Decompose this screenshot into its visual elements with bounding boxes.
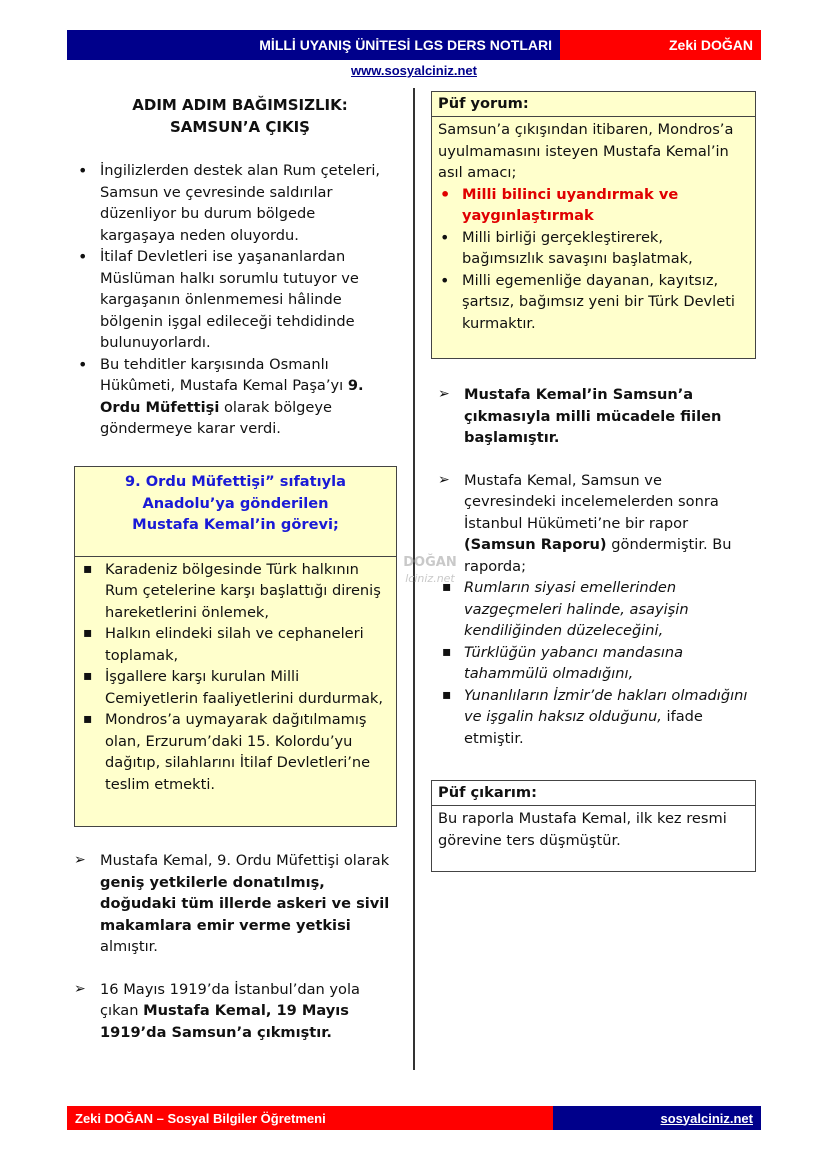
list-item [74,850,394,958]
mission-head-line1: 9. Ordu Müfettişi” sıfatıyla [124,473,346,490]
puf-cikarim-label: Püf çıkarım: [432,781,755,806]
mission-head-line3: Mustafa Kemal’in görevi; [132,516,339,533]
list-item: ▪ Mondros’a uymayarak dağıtılmamış olan, Erzurum’daki 15. Kolordu’yu dağıtıp, silahlarını İtilaf Devletleri’ne teslim etmekti. [79,709,392,795]
puf-yorum-intro: Samsun’a çıkışından itibaren, Mondros’a uyulmamasını isteyen Mustafa Kemal’in asıl amacı; [438,121,734,181]
list-item [438,577,756,642]
bold-text: Mustafa Kemal’in Samsun’a çıkmasıyla milli mücadele fiilen başlamıştır. [464,386,722,446]
puf-yorum-label: Püf yorum: [432,92,755,117]
list-item: ▪ Halkın elindeki silah ve cephaneleri toplamak, [79,623,392,666]
list-item [438,685,756,750]
italic-text: Rumların siyasi emellerinden vazgeçmeleri halinde, asayişin kendiliğinden düzeleceğini, [464,579,689,639]
puf-cikarim-text: Bu raporla Mustafa Kemal, ilk kez resmi görevine ters düşmüştür. [438,810,727,849]
text: göndermiştir. Bu raporda; [464,536,732,575]
puf-yorum-box [431,91,756,359]
bold-text: Mustafa Kemal, 19 Mayıs 1919’da Samsun’a çıkmıştır. [100,1002,349,1041]
footer-site-link[interactable]: sosyalciniz.net [553,1106,761,1130]
bold-text: 9. Ordu Müfettişi [100,377,364,416]
text: almıştır. [100,938,158,955]
list-item [438,642,756,685]
italic-text: Türklüğün yabancı mandasına tahammülü olmadığını, [464,643,684,682]
footer-author: Zeki DOĞAN – Sosyal Bilgiler Öğretmeni [67,1106,553,1130]
page-title [70,94,410,138]
text: olarak bölgeye göndermeye karar verdi. [100,398,333,437]
text: 16 Mayıs 1919’da İstanbul’dan yola çıkan [100,980,360,1019]
mission-box-body [75,557,396,798]
site-link[interactable]: www.sosyalciniz.net [351,63,477,78]
right-arrow-list [438,384,756,749]
list-item: • İngilizlerden destek alan Rum çeteleri, Samsun ve çevresinde saldırılar düzenliyor bu durum bölgede kargaşaya neden oluyordu. [74,160,394,246]
list-item: • Milli egemenliğe dayanan, kayıtsız, şartsız, bağımsız yeni bir Türk Devleti kurmaktır. [436,270,749,335]
list-item [438,470,756,578]
list-item-highlight: • Milli bilinci uyandırmak ve yaygınlaştırmak [436,184,749,227]
mission-head-line2: Anadolu’ya gönderilen [142,494,329,512]
list-item: ▪ Karadeniz bölgesinde Türk halkının Rum çetelerine karşı başlattığı direniş hareketlerini önlemek, [79,559,392,624]
text: Mustafa Kemal, 9. Ordu Müfettişi olarak [100,852,390,869]
title-line1: ADIM ADIM BAĞIMSIZLIK: [132,96,348,114]
footer-bar [67,1106,761,1130]
text: Bu tehditler karşısında Osmanlı Hükûmeti, Mustafa Kemal Paşa’yı [100,355,348,394]
bold-text: (Samsun Raporu) [464,536,607,553]
list-item [74,979,394,1044]
list-item: • Milli birliği gerçekleştirerek, bağımsızlık savaşını başlatmak, [436,227,749,270]
list-item: • İtilaf Devletleri ise yaşananlardan Müslüman halkı sorumlu tutuyor ve kargaşanın önlenmemesi hâlinde bölgenin işgal edileceği tehdidinde bulunuyorlardı. [74,246,394,354]
italic-text: Yunanlıların İzmir’de hakları olmadığını ve işgalin haksız olduğunu, [464,686,748,725]
intro-list [74,160,394,440]
watermark-line1: DOĞAN [403,555,457,570]
left-arrow-list [74,850,394,1043]
text: Mustafa Kemal, Samsun ve çevresindeki incelemelerden sonra İstanbul Hükümeti’ne bir rapor [464,471,719,532]
watermark-line2: lciniz.net [405,572,455,585]
list-item [438,384,756,449]
title-line2: SAMSUN’A ÇIKIŞ [169,118,310,136]
mission-box-header [75,467,396,557]
header-author: Zeki DOĞAN [560,30,761,60]
mission-box [74,466,397,827]
list-item [74,354,394,440]
puf-yorum-body [432,117,755,336]
header-title: MİLLİ UYANIŞ ÜNİTESİ LGS DERS NOTLARI [67,30,560,60]
list-item: ▪ İşgallere karşı kurulan Milli Cemiyetlerin faaliyetlerini durdurmak, [79,666,392,709]
header-bar [67,30,761,60]
text: ifade etmiştir. [464,708,703,747]
bold-text: geniş yetkilerle donatılmış, doğudaki tüm illerde askeri ve sivil makamlara emir verme yetkisi [100,873,390,934]
puf-cikarim-box [431,780,756,872]
